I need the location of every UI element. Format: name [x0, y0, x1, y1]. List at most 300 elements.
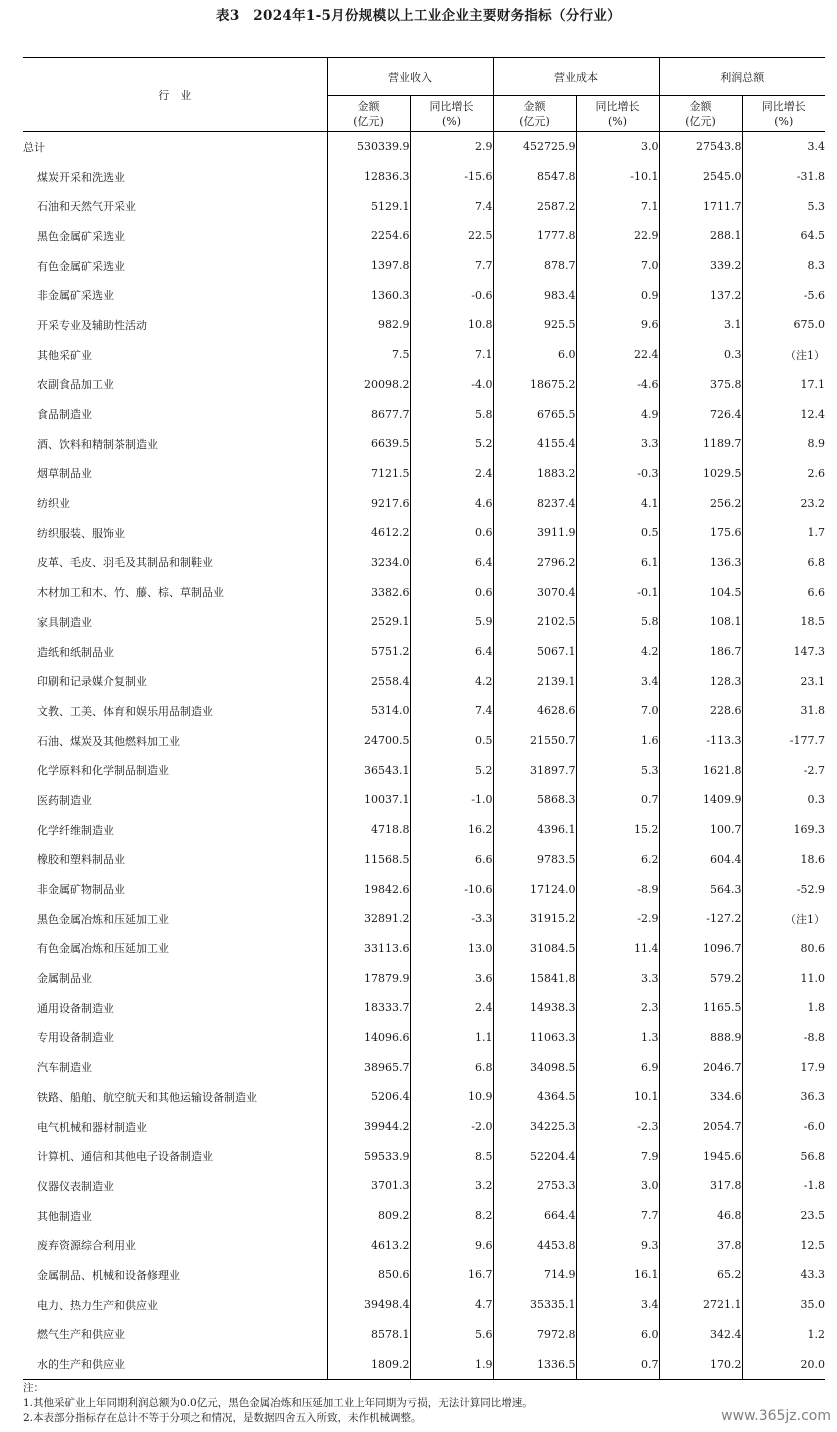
table-row	[23, 191, 825, 221]
cost-amount-cell: 31084.5	[493, 934, 576, 964]
cost-amount-cell: 5868.3	[493, 785, 576, 815]
profit-amount-cell: -127.2	[659, 904, 742, 934]
revenue-amount-cell: 6639.5	[327, 429, 410, 459]
revenue-amount-cell: 39944.2	[327, 1112, 410, 1142]
revenue-amount-cell: 33113.6	[327, 934, 410, 964]
cost-growth-cell: 6.2	[576, 845, 659, 875]
revenue-growth-cell: 2.4	[410, 993, 493, 1023]
cost-growth-cell: 5.3	[576, 755, 659, 785]
profit-growth-cell: 6.8	[742, 548, 825, 578]
table-row-total	[23, 132, 825, 162]
cost-growth-cell: 11.4	[576, 934, 659, 964]
cost-growth-cell: 3.4	[576, 1290, 659, 1320]
revenue-amount-cell: 3382.6	[327, 577, 410, 607]
industry-name-cell: 酒、饮料和精制茶制造业	[37, 437, 158, 451]
revenue-amount-cell: 5206.4	[327, 1082, 410, 1112]
profit-amount-cell: 128.3	[659, 666, 742, 696]
industry-name-cell: 文教、工美、体育和娱乐用品制造业	[37, 704, 213, 718]
cost-amount-cell: 8547.8	[493, 162, 576, 192]
revenue-growth-cell: 4.6	[410, 488, 493, 518]
cost-amount-cell: 2587.2	[493, 191, 576, 221]
cost-growth-cell: 0.7	[576, 1349, 659, 1379]
revenue-growth-cell: 16.7	[410, 1260, 493, 1290]
table-row	[23, 1201, 825, 1231]
table-row	[23, 577, 825, 607]
table-row	[23, 488, 825, 518]
revenue-amount-cell: 2254.6	[327, 221, 410, 251]
revenue-growth-cell: 7.7	[410, 251, 493, 281]
cost-growth-cell: 10.1	[576, 1082, 659, 1112]
table-row	[23, 874, 825, 904]
profit-growth-cell: 17.9	[742, 1052, 825, 1082]
industry-name-cell: 化学纤维制造业	[37, 823, 114, 837]
cost-growth-cell: 3.0	[576, 1171, 659, 1201]
profit-amount-cell: 100.7	[659, 815, 742, 845]
table-row	[23, 1230, 825, 1260]
profit-growth-cell: 11.0	[742, 963, 825, 993]
profit-growth-cell: -2.7	[742, 755, 825, 785]
profit-amount-cell: 228.6	[659, 696, 742, 726]
cost-amount-cell: 714.9	[493, 1260, 576, 1290]
profit-amount-cell: 104.5	[659, 577, 742, 607]
cost-growth-cell: -0.3	[576, 459, 659, 489]
industry-name-cell: 黑色金属冶炼和压延加工业	[37, 912, 169, 926]
table-row	[23, 993, 825, 1023]
revenue-growth-cell: 0.6	[410, 577, 493, 607]
cost-amount-cell: 31915.2	[493, 904, 576, 934]
cost-amount-cell: 4628.6	[493, 696, 576, 726]
profit-amount-cell: 256.2	[659, 488, 742, 518]
profit-growth-cell: 0.3	[742, 785, 825, 815]
cost-growth-cell: 22.9	[576, 221, 659, 251]
industry-name-cell: 黑色金属矿采选业	[37, 229, 125, 243]
cost-amount-cell: 11063.3	[493, 1023, 576, 1053]
cost-amount-cell: 3911.9	[493, 518, 576, 548]
profit-amount-cell: 888.9	[659, 1023, 742, 1053]
cost-amount-cell: 452725.9	[493, 132, 576, 162]
profit-growth-cell: 23.5	[742, 1201, 825, 1231]
profit-growth-cell: 8.9	[742, 429, 825, 459]
cost-growth-cell: 0.7	[576, 785, 659, 815]
footnote-1: 1.其他采矿业上年同期利润总额为0.0亿元，黑色金属冶炼和压延加工业上年同期为亏损，无法计算同比增速。	[23, 1397, 533, 1409]
table-row	[23, 963, 825, 993]
cost-growth-cell: 0.5	[576, 518, 659, 548]
cost-growth-cell: 0.9	[576, 280, 659, 310]
industry-name-cell: 专用设备制造业	[37, 1031, 114, 1045]
cost-amount-cell: 878.7	[493, 251, 576, 281]
industry-name-cell: 仪器仪表制造业	[37, 1179, 114, 1193]
growth-subheader: 同比增长 (%)	[576, 96, 659, 132]
revenue-amount-cell: 850.6	[327, 1260, 410, 1290]
cost-growth-cell: -2.3	[576, 1112, 659, 1142]
industry-name-cell: 医药制造业	[37, 793, 92, 807]
industry-name-cell: 燃气生产和供应业	[37, 1328, 125, 1342]
cost-growth-cell: 3.3	[576, 963, 659, 993]
revenue-amount-cell: 36543.1	[327, 755, 410, 785]
table-row	[23, 726, 825, 756]
cost-amount-cell: 4453.8	[493, 1230, 576, 1260]
cost-growth-cell: -4.6	[576, 370, 659, 400]
table-row	[23, 221, 825, 251]
industry-name-cell: 石油、煤炭及其他燃料加工业	[37, 734, 180, 748]
profit-growth-cell: 18.5	[742, 607, 825, 637]
cost-amount-cell: 8237.4	[493, 488, 576, 518]
revenue-growth-cell: 0.6	[410, 518, 493, 548]
cost-amount-cell: 2796.2	[493, 548, 576, 578]
table-row	[23, 755, 825, 785]
profit-growth-cell: 56.8	[742, 1141, 825, 1171]
revenue-growth-cell: 6.8	[410, 1052, 493, 1082]
revenue-amount-cell: 32891.2	[327, 904, 410, 934]
amount-subheader: 金额 (亿元)	[493, 96, 576, 132]
revenue-growth-cell: -4.0	[410, 370, 493, 400]
revenue-amount-cell: 8677.7	[327, 399, 410, 429]
profit-amount-cell: -113.3	[659, 726, 742, 756]
table-title: 表3 2024年1-5月份规模以上工业企业主要财务指标（分行业）	[216, 8, 621, 24]
table-row	[23, 696, 825, 726]
revenue-growth-cell: -3.3	[410, 904, 493, 934]
footnotes	[23, 1381, 723, 1426]
revenue-growth-cell: 9.6	[410, 1230, 493, 1260]
revenue-amount-cell: 4613.2	[327, 1230, 410, 1260]
industry-name-cell: 电力、热力生产和供应业	[37, 1298, 158, 1312]
revenue-growth-cell: 2.4	[410, 459, 493, 489]
profit-amount-cell: 1029.5	[659, 459, 742, 489]
profit-growth-cell: 17.1	[742, 370, 825, 400]
cost-amount-cell: 2102.5	[493, 607, 576, 637]
table-row	[23, 845, 825, 875]
cost-growth-cell: 7.7	[576, 1201, 659, 1231]
cost-amount-cell: 1336.5	[493, 1349, 576, 1379]
cost-amount-cell: 35335.1	[493, 1290, 576, 1320]
revenue-growth-cell: 5.9	[410, 607, 493, 637]
revenue-growth-cell: 5.8	[410, 399, 493, 429]
cost-amount-cell: 3070.4	[493, 577, 576, 607]
table-body	[23, 132, 825, 1380]
industry-name-cell: 家具制造业	[37, 615, 92, 629]
cost-growth-cell: 2.3	[576, 993, 659, 1023]
table-row	[23, 370, 825, 400]
industry-header: 行 业	[23, 58, 327, 132]
table-row	[23, 1052, 825, 1082]
cost-amount-cell: 925.5	[493, 310, 576, 340]
profit-growth-cell: 23.1	[742, 666, 825, 696]
table-row	[23, 340, 825, 370]
cost-amount-cell: 52204.4	[493, 1141, 576, 1171]
profit-growth-cell: 5.3	[742, 191, 825, 221]
revenue-amount-cell: 11568.5	[327, 845, 410, 875]
table-row	[23, 310, 825, 340]
profit-growth-cell: 12.4	[742, 399, 825, 429]
profit-growth-cell: 23.2	[742, 488, 825, 518]
revenue-amount-cell: 982.9	[327, 310, 410, 340]
cost-growth-cell: 7.0	[576, 696, 659, 726]
cost-growth-cell: -2.9	[576, 904, 659, 934]
profit-amount-cell: 2054.7	[659, 1112, 742, 1142]
profit-amount-cell: 339.2	[659, 251, 742, 281]
industry-name-cell: 其他制造业	[37, 1209, 92, 1223]
industry-name-cell: 有色金属矿采选业	[37, 259, 125, 273]
revenue-growth-cell: 6.6	[410, 845, 493, 875]
revenue-growth-cell: 8.2	[410, 1201, 493, 1231]
cost-amount-cell: 2753.3	[493, 1171, 576, 1201]
table-row	[23, 785, 825, 815]
revenue-growth-cell: -0.6	[410, 280, 493, 310]
profit-growth-cell: -1.8	[742, 1171, 825, 1201]
industry-name-cell: 电气机械和器材制造业	[37, 1120, 147, 1134]
industry-name-cell: 金属制品业	[37, 972, 92, 986]
revenue-growth-cell: 5.2	[410, 755, 493, 785]
revenue-amount-cell: 24700.5	[327, 726, 410, 756]
revenue-amount-cell: 3701.3	[327, 1171, 410, 1201]
cost-growth-cell: 1.3	[576, 1023, 659, 1053]
profit-growth-cell: 147.3	[742, 637, 825, 667]
revenue-growth-cell: 10.8	[410, 310, 493, 340]
industry-name-cell: 煤炭开采和洗选业	[37, 170, 125, 184]
profit-growth-cell: 43.3	[742, 1260, 825, 1290]
revenue-amount-cell: 7121.5	[327, 459, 410, 489]
profit-growth-cell: -52.9	[742, 874, 825, 904]
cost-growth-cell: 6.1	[576, 548, 659, 578]
cost-amount-cell: 1777.8	[493, 221, 576, 251]
revenue-amount-cell: 10037.1	[327, 785, 410, 815]
cost-amount-cell: 4155.4	[493, 429, 576, 459]
cost-growth-cell: 6.0	[576, 1320, 659, 1350]
profit-growth-cell: 3.4	[742, 132, 825, 162]
revenue-amount-cell: 59533.9	[327, 1141, 410, 1171]
profit-amount-cell: 0.3	[659, 340, 742, 370]
industry-name-cell: 水的生产和供应业	[23, 1349, 327, 1379]
revenue-amount-cell: 38965.7	[327, 1052, 410, 1082]
profit-amount-cell: 65.2	[659, 1260, 742, 1290]
table-row	[23, 1082, 825, 1112]
profit-growth-cell: 12.5	[742, 1230, 825, 1260]
profit-growth-cell: 36.3	[742, 1082, 825, 1112]
revenue-growth-cell: 1.1	[410, 1023, 493, 1053]
cost-amount-cell: 9783.5	[493, 845, 576, 875]
profit-amount-cell: 334.6	[659, 1082, 742, 1112]
cost-amount-cell: 14938.3	[493, 993, 576, 1023]
cost-growth-cell: 16.1	[576, 1260, 659, 1290]
profit-growth-cell: -5.6	[742, 280, 825, 310]
table-row	[23, 637, 825, 667]
cost-growth-cell: 9.6	[576, 310, 659, 340]
revenue-amount-cell: 1360.3	[327, 280, 410, 310]
cost-growth-cell: 3.4	[576, 666, 659, 696]
profit-amount-cell: 1096.7	[659, 934, 742, 964]
cost-growth-cell: 7.0	[576, 251, 659, 281]
profit-amount-cell: 27543.8	[659, 132, 742, 162]
revenue-growth-cell: 22.5	[410, 221, 493, 251]
cost-growth-cell: 4.1	[576, 488, 659, 518]
profit-amount-cell: 2046.7	[659, 1052, 742, 1082]
industry-name-cell: 橡胶和塑料制品业	[37, 853, 125, 867]
industry-name-cell: 其他采矿业	[37, 348, 92, 362]
table-row	[23, 429, 825, 459]
revenue-amount-cell: 14096.6	[327, 1023, 410, 1053]
profit-amount-cell: 3.1	[659, 310, 742, 340]
table-row	[23, 607, 825, 637]
cost-growth-cell: 15.2	[576, 815, 659, 845]
revenue-amount-cell: 5751.2	[327, 637, 410, 667]
revenue-growth-cell: 2.9	[410, 132, 493, 162]
profit-growth-cell: 1.8	[742, 993, 825, 1023]
industry-name-cell: 总计	[23, 140, 45, 154]
cost-amount-cell: 31897.7	[493, 755, 576, 785]
table-row	[23, 1260, 825, 1290]
industry-name-cell: 计算机、通信和其他电子设备制造业	[37, 1150, 213, 1164]
revenue-growth-cell: 7.4	[410, 191, 493, 221]
revenue-amount-cell: 18333.7	[327, 993, 410, 1023]
revenue-amount-cell: 8578.1	[327, 1320, 410, 1350]
revenue-growth-cell: 1.9	[410, 1349, 493, 1379]
cost-growth-cell: 9.3	[576, 1230, 659, 1260]
cost-amount-cell: 21550.7	[493, 726, 576, 756]
revenue-growth-cell: 16.2	[410, 815, 493, 845]
profit-amount-cell: 375.8	[659, 370, 742, 400]
cost-amount-cell: 15841.8	[493, 963, 576, 993]
industry-name-cell: 印刷和记录媒介复制业	[37, 675, 147, 689]
cost-growth-cell: 22.4	[576, 340, 659, 370]
profit-amount-cell: 46.8	[659, 1201, 742, 1231]
revenue-amount-cell: 1397.8	[327, 251, 410, 281]
revenue-group-header: 营业收入	[327, 58, 493, 96]
profit-amount-cell: 288.1	[659, 221, 742, 251]
profit-growth-cell: 6.6	[742, 577, 825, 607]
revenue-amount-cell: 39498.4	[327, 1290, 410, 1320]
cost-growth-cell: 4.9	[576, 399, 659, 429]
revenue-growth-cell: 5.2	[410, 429, 493, 459]
profit-amount-cell: 108.1	[659, 607, 742, 637]
table-row	[23, 934, 825, 964]
profit-growth-cell: 675.0	[742, 310, 825, 340]
table-row	[23, 815, 825, 845]
cost-amount-cell: 7972.8	[493, 1320, 576, 1350]
industry-name-cell: 纺织服装、服饰业	[37, 526, 125, 540]
revenue-growth-cell: 10.9	[410, 1082, 493, 1112]
profit-amount-cell: 1711.7	[659, 191, 742, 221]
revenue-amount-cell: 19842.6	[327, 874, 410, 904]
revenue-growth-cell: 13.0	[410, 934, 493, 964]
table-row	[23, 251, 825, 281]
revenue-growth-cell: 7.4	[410, 696, 493, 726]
cost-amount-cell: 6765.5	[493, 399, 576, 429]
table-row	[23, 1141, 825, 1171]
amount-subheader: 金额 (亿元)	[327, 96, 410, 132]
industry-name-cell: 造纸和纸制品业	[37, 645, 114, 659]
revenue-growth-cell: 6.4	[410, 548, 493, 578]
profit-amount-cell: 1945.6	[659, 1141, 742, 1171]
growth-subheader: 同比增长 (%)	[410, 96, 493, 132]
cost-amount-cell: 5067.1	[493, 637, 576, 667]
table-row	[23, 1112, 825, 1142]
revenue-growth-cell: 6.4	[410, 637, 493, 667]
revenue-growth-cell: 4.7	[410, 1290, 493, 1320]
financial-indicators-table	[23, 57, 825, 1380]
cost-amount-cell: 4396.1	[493, 815, 576, 845]
cost-amount-cell: 18675.2	[493, 370, 576, 400]
cost-growth-cell: 5.8	[576, 607, 659, 637]
profit-amount-cell: 37.8	[659, 1230, 742, 1260]
revenue-amount-cell: 9217.6	[327, 488, 410, 518]
profit-growth-cell: 64.5	[742, 221, 825, 251]
cost-growth-cell: 7.1	[576, 191, 659, 221]
revenue-growth-cell: 5.6	[410, 1320, 493, 1350]
table-row	[23, 399, 825, 429]
profit-growth-cell: 169.3	[742, 815, 825, 845]
cost-growth-cell: -0.1	[576, 577, 659, 607]
profit-amount-cell: 186.7	[659, 637, 742, 667]
industry-name-cell: 化学原料和化学制品制造业	[37, 764, 169, 778]
revenue-amount-cell: 809.2	[327, 1201, 410, 1231]
profit-growth-cell: -8.8	[742, 1023, 825, 1053]
profit-amount-cell: 726.4	[659, 399, 742, 429]
table-row	[23, 666, 825, 696]
profit-growth-cell: （注1）	[742, 340, 825, 370]
profit-amount-cell: 564.3	[659, 874, 742, 904]
profit-amount-cell: 175.6	[659, 518, 742, 548]
profit-amount-cell: 579.2	[659, 963, 742, 993]
profit-amount-cell: 1621.8	[659, 755, 742, 785]
cost-amount-cell: 664.4	[493, 1201, 576, 1231]
industry-name-cell: 废弃资源综合利用业	[37, 1239, 136, 1253]
revenue-growth-cell: 8.5	[410, 1141, 493, 1171]
profit-growth-cell: 20.0	[742, 1349, 825, 1379]
revenue-growth-cell: 4.2	[410, 666, 493, 696]
profit-growth-cell: （注1）	[742, 904, 825, 934]
industry-name-cell: 通用设备制造业	[37, 1001, 114, 1015]
profit-amount-cell: 604.4	[659, 845, 742, 875]
profit-growth-cell: 80.6	[742, 934, 825, 964]
revenue-amount-cell: 4612.2	[327, 518, 410, 548]
cost-amount-cell: 4364.5	[493, 1082, 576, 1112]
cost-amount-cell: 34225.3	[493, 1112, 576, 1142]
footnote-label: 注：	[23, 1382, 44, 1394]
profit-growth-cell: 8.3	[742, 251, 825, 281]
table-row	[23, 459, 825, 489]
profit-amount-cell: 1409.9	[659, 785, 742, 815]
revenue-growth-cell: -2.0	[410, 1112, 493, 1142]
profit-amount-cell: 2721.1	[659, 1290, 742, 1320]
profit-group-header: 利润总额	[659, 58, 825, 96]
industry-name-cell: 石油和天然气开采业	[37, 200, 136, 214]
industry-name-cell: 非金属矿物制品业	[37, 883, 125, 897]
industry-name-cell: 铁路、船舶、航空航天和其他运输设备制造业	[37, 1090, 257, 1104]
revenue-growth-cell: 3.6	[410, 963, 493, 993]
table-row	[23, 548, 825, 578]
revenue-growth-cell: 3.2	[410, 1171, 493, 1201]
cost-group-header: 营业成本	[493, 58, 659, 96]
revenue-amount-cell: 1809.2	[327, 1349, 410, 1379]
cost-amount-cell: 983.4	[493, 280, 576, 310]
industry-name-cell: 汽车制造业	[37, 1061, 92, 1075]
cost-amount-cell: 2139.1	[493, 666, 576, 696]
revenue-amount-cell: 3234.0	[327, 548, 410, 578]
cost-amount-cell: 34098.5	[493, 1052, 576, 1082]
industry-name-cell: 金属制品、机械和设备修理业	[37, 1268, 180, 1282]
table-row	[23, 1171, 825, 1201]
profit-amount-cell: 170.2	[659, 1349, 742, 1379]
cost-growth-cell: 7.9	[576, 1141, 659, 1171]
revenue-growth-cell: -15.6	[410, 162, 493, 192]
table-row	[23, 1290, 825, 1320]
cost-growth-cell: -8.9	[576, 874, 659, 904]
profit-growth-cell: 35.0	[742, 1290, 825, 1320]
revenue-amount-cell: 2529.1	[327, 607, 410, 637]
profit-amount-cell: 1165.5	[659, 993, 742, 1023]
cost-growth-cell: -10.1	[576, 162, 659, 192]
revenue-amount-cell: 530339.9	[327, 132, 410, 162]
